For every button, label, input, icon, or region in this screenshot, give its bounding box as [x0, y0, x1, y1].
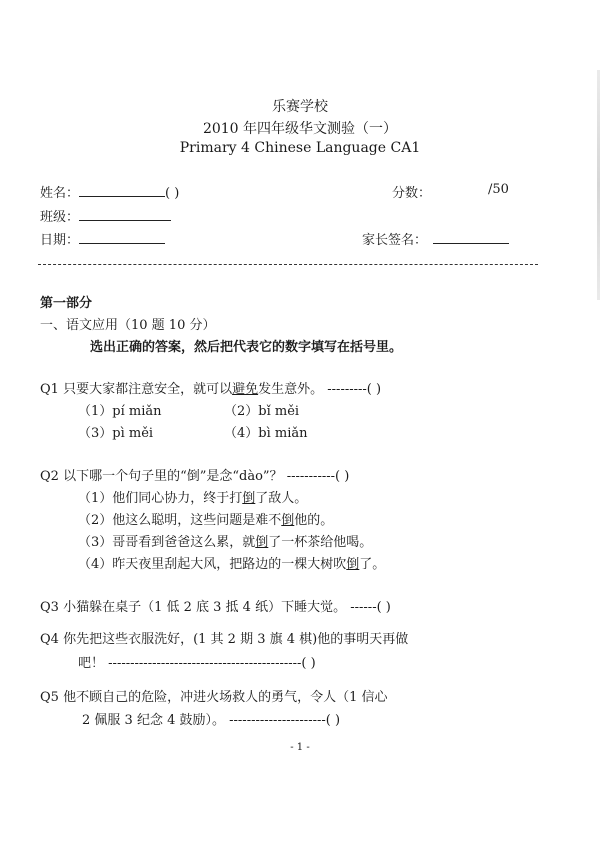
section-subtitle: 一、语文应用（10 题 10 分）: [40, 318, 216, 333]
school-name: 乐赛学校: [272, 99, 328, 115]
name-blank[interactable]: [79, 184, 165, 197]
option-4: [78, 553, 385, 572]
name-field: [40, 182, 179, 201]
question-4-continued: [78, 652, 316, 671]
question-number: Q1: [40, 382, 59, 397]
exam-title: 2010 年四年级华文测验（一）: [202, 121, 398, 137]
option-2: [78, 509, 333, 528]
parent-signature-blank[interactable]: [433, 231, 509, 244]
underlined-word: 避免: [232, 382, 259, 397]
date-field: [40, 229, 165, 248]
exam-title-english: Primary 4 Chinese Language CA1: [179, 140, 421, 156]
question-4: [40, 628, 408, 647]
option-3: [78, 531, 372, 550]
question-text: 发生意外。: [258, 382, 324, 397]
option-2: （2）bǐ měi: [224, 404, 300, 419]
question-text: 他不顾自己的危险，冲进火场救人的勇气，令人（1 信心: [63, 690, 388, 705]
class-blank[interactable]: [79, 208, 171, 221]
option-1: [78, 487, 307, 506]
question-text: 小猫躲在桌子（1 低 2 底 3 抵 4 纸）下睡大觉。: [63, 600, 347, 615]
class-field: [40, 206, 171, 225]
question-text: 只要大家都注意安全，就可以: [63, 382, 233, 397]
question-1: [40, 378, 381, 397]
underlined-char: 倒: [346, 557, 360, 572]
option-4: （4）bì miǎn: [224, 426, 308, 441]
score-total: /50: [488, 182, 509, 197]
question-text: 2 佩服 3 纪念 4 鼓励）。: [82, 713, 225, 728]
question-text: 吧！: [78, 656, 105, 671]
option-text: 了敌人。: [255, 491, 308, 506]
underlined-char: 倒: [242, 491, 256, 506]
option-text: （4）昨天夜里刮起大风，把路边的一棵大树吹: [78, 557, 347, 572]
underlined-char: 倒: [281, 513, 295, 528]
page-number: - 1 -: [290, 742, 310, 753]
question-text: 以下哪一个句子里的“倒”是念“dào”？: [63, 469, 283, 484]
answer-blank[interactable]: --------------------------------------------( ): [108, 656, 316, 671]
parent-signature-label: 家长签名：: [362, 233, 428, 248]
question-5: [40, 686, 387, 705]
question-number: Q4: [40, 632, 59, 647]
option-1: （1）pí miǎn: [78, 404, 162, 419]
question-number: Q5: [40, 690, 59, 705]
question-number: Q3: [40, 600, 59, 615]
name-label: 姓名：: [40, 186, 80, 201]
option-text: （3）哥哥看到爸爸这么累，就: [78, 535, 256, 550]
question-text: 你先把这些衣服洗好，(1 其 2 期 3 旗 4 棋)他的事明天再做: [63, 632, 409, 647]
answer-blank[interactable]: ------( ): [350, 600, 391, 615]
parent-signature-field: [362, 229, 509, 248]
question-5-continued: [82, 709, 340, 728]
class-number-paren: ( ): [165, 186, 180, 201]
option-text: 了一杯茶给他喝。: [268, 535, 373, 550]
score-label: 分数：: [392, 186, 432, 201]
option-text: 了。: [359, 557, 386, 572]
question-3: [40, 596, 391, 615]
answer-blank[interactable]: ---------( ): [327, 382, 382, 397]
class-label: 班级：: [40, 210, 80, 225]
instruction-text: 选出正确的答案，然后把代表它的数字填写在括号里。: [90, 340, 403, 355]
part-title: 第一部分: [40, 296, 93, 311]
date-blank[interactable]: [79, 231, 165, 244]
answer-blank[interactable]: -----------( ): [286, 469, 350, 484]
question-2: [40, 465, 349, 484]
option-text: （2）他这么聪明，这些问题是难不: [78, 513, 282, 528]
option-text: （1）他们同心协力，终于打: [78, 491, 243, 506]
date-label: 日期：: [40, 233, 80, 248]
underlined-char: 倒: [255, 535, 269, 550]
question-number: Q2: [40, 469, 59, 484]
option-text: 他的。: [294, 513, 334, 528]
divider-line: [38, 264, 538, 265]
answer-blank[interactable]: ----------------------( ): [229, 713, 341, 728]
option-3: （3）pì měi: [78, 426, 154, 441]
